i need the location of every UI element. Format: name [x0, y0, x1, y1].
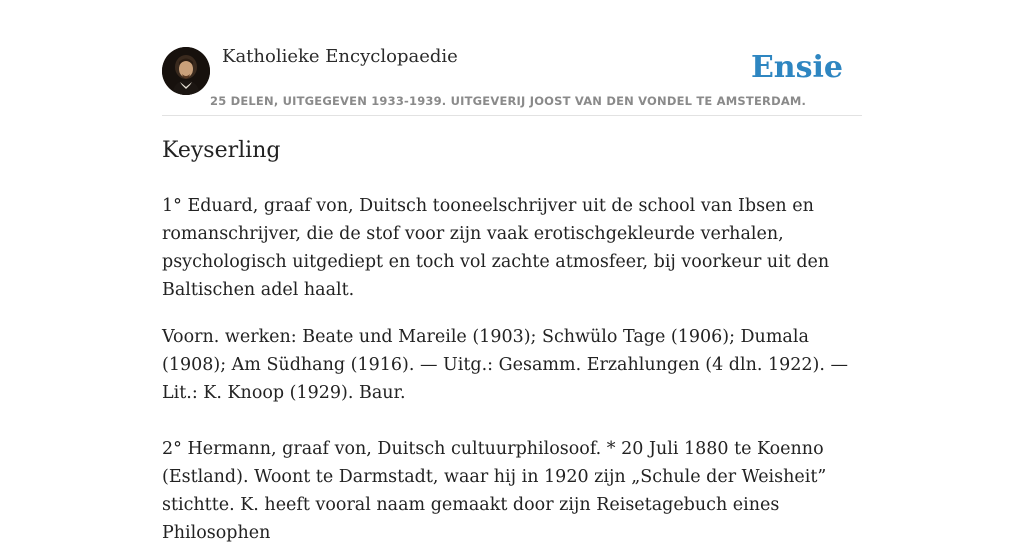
publication-title[interactable]: Katholieke Encyclopaedie	[222, 46, 458, 67]
article-title: Keyserling	[162, 138, 281, 163]
article-paragraph: Voorn. werken: Beate und Mareile (1903); Schwülo Tage (1906); Dumala (1908); Am Südhang (1916). — Uitg.: Gesamm. Erzahlungen (4 dln. 1922). — Lit.: K. Knoop (1929). Baur.	[162, 327, 848, 403]
publication-subtitle: 25 DELEN, UITGEGEVEN 1933-1939. UITGEVERIJ JOOST VAN DEN VONDEL TE AMSTERDAM.	[210, 94, 807, 108]
article-paragraph: 1° Eduard, graaf von, Duitsch tooneelschrijver uit de school van Ibsen en romanschrijver, die de stof voor zijn vaak erotischgekleurde verhalen, psychologisch uitgediept en toch vol zachte atmosfeer, bij voorkeur uit den Baltischen adel haalt.	[162, 196, 830, 300]
portrait-avatar-icon[interactable]	[162, 47, 210, 95]
header-divider	[162, 115, 862, 116]
article-paragraph: 2° Hermann, graaf von, Duitsch cultuurphilosoof. * 20 Juli 1880 te Koenno (Estland). Woont te Darmstadt, waar hij in 1920 zijn „Schule der Weisheit” stichtte. K. heeft vooral naam gemaakt door zijn Reisetagebuch eines Philosophen	[162, 439, 827, 543]
ensie-logo-link[interactable]: Ensie	[750, 50, 843, 85]
